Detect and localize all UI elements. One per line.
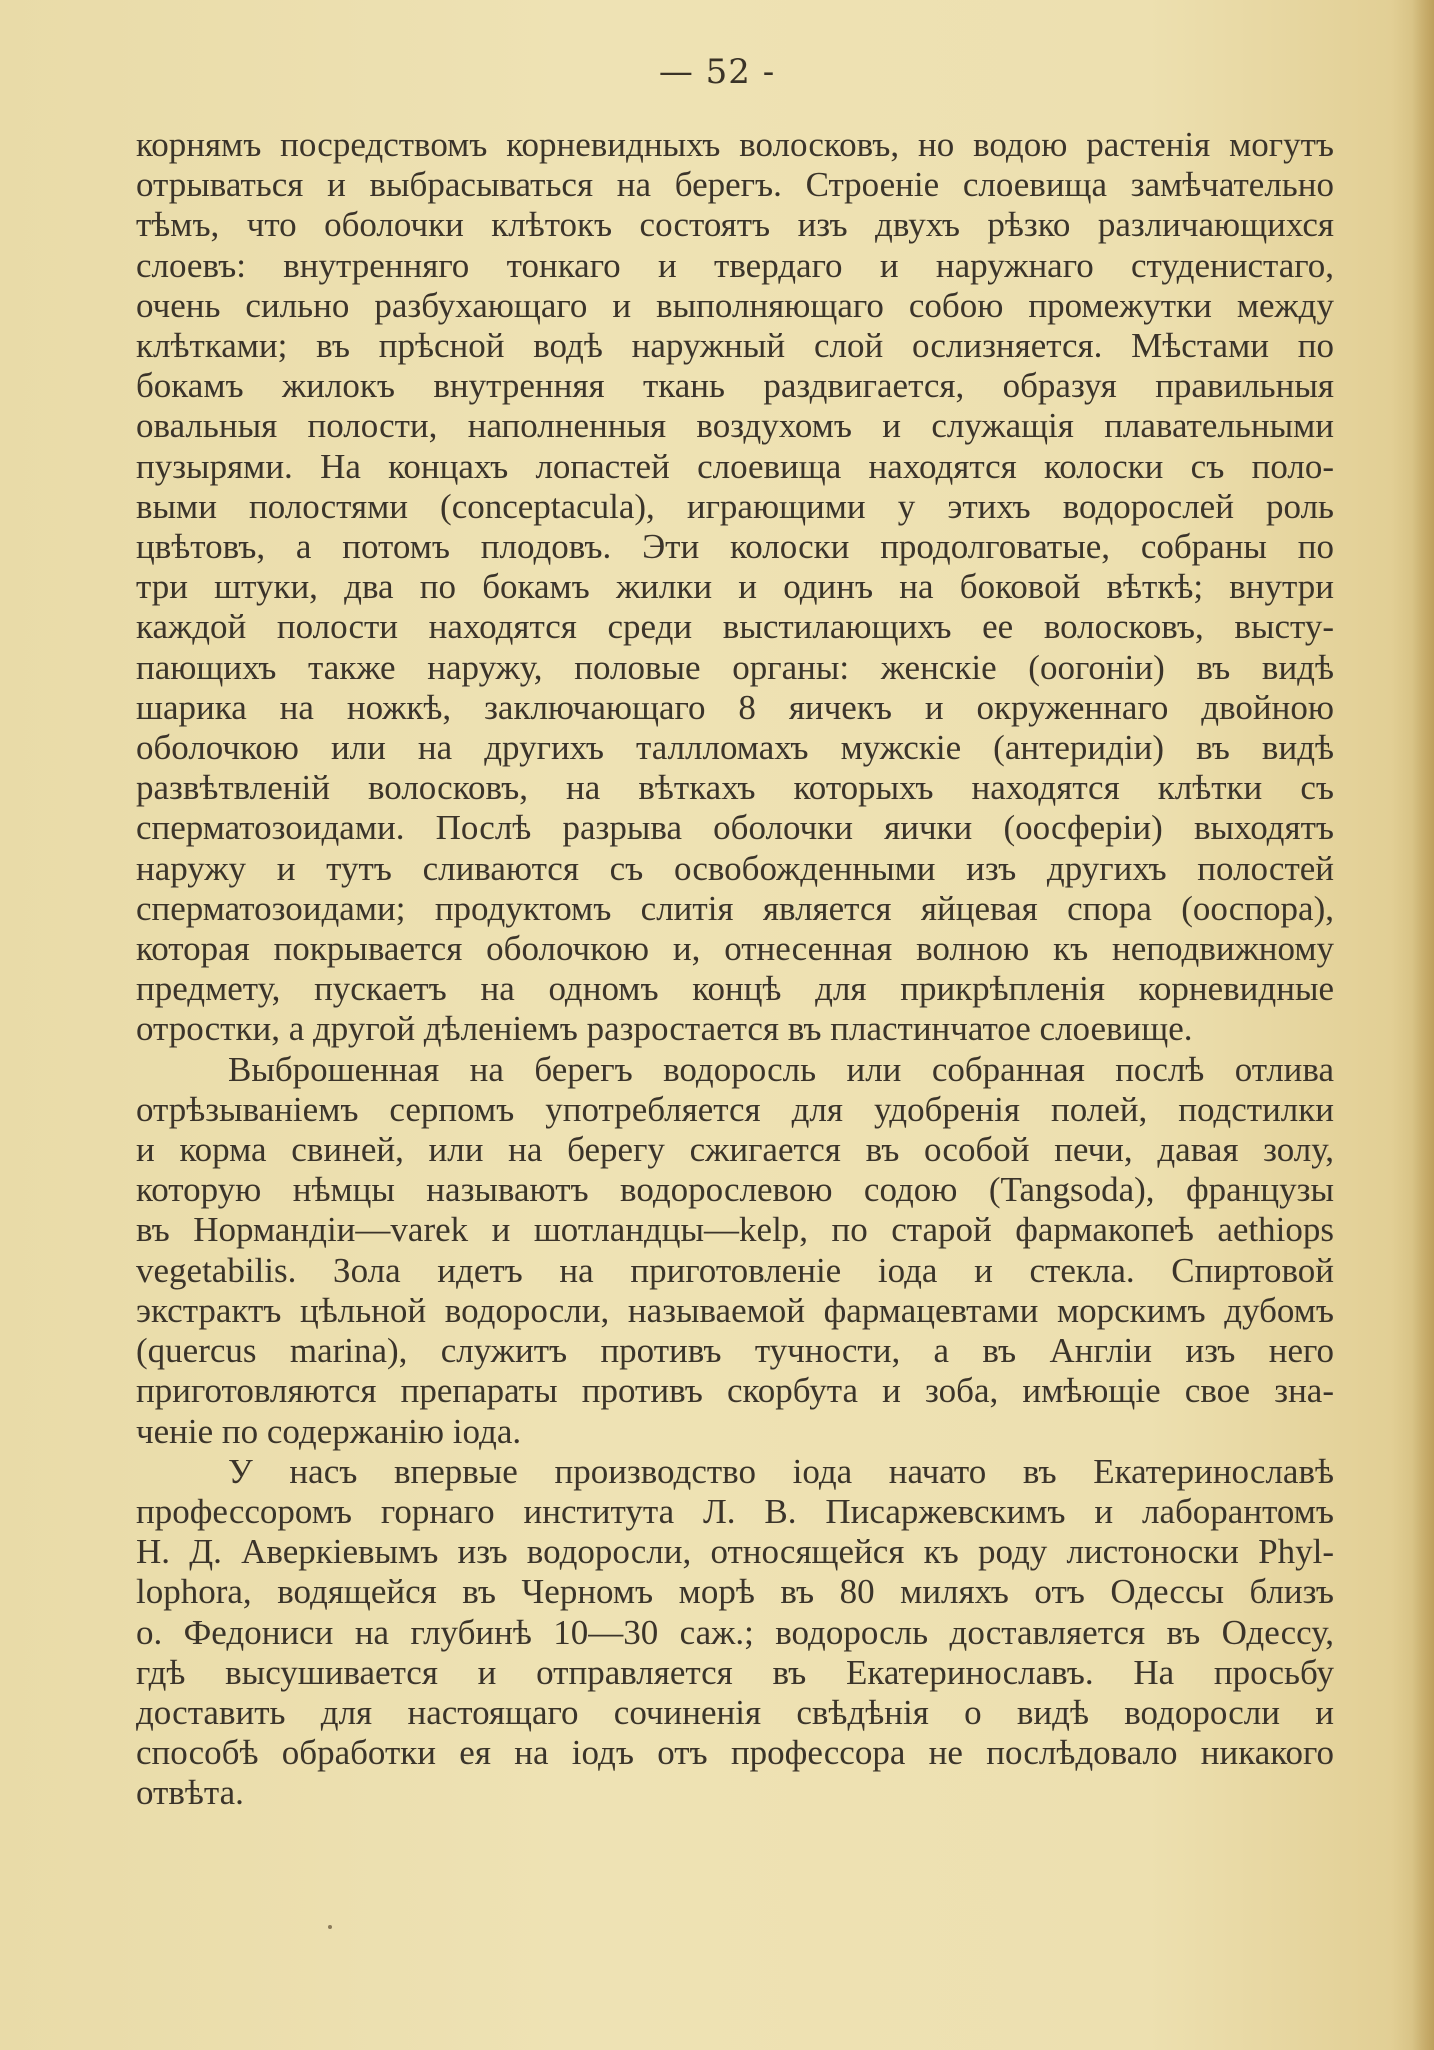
- text-line: наружу и тутъ сливаются съ освобожденными изъ другихъ полостей: [136, 848, 1334, 888]
- text-line: отростки, а другой дѣленіемъ разростается въ пластинчатое слоевище.: [136, 1009, 1193, 1049]
- text-line: Н. Д. Аверкіевымъ изъ водоросли, относящейся къ роду листоноски Phyl-: [136, 1532, 1334, 1572]
- text-line: тѣмъ, что оболочки клѣтокъ состоятъ изъ двухъ рѣзко различающихся: [136, 205, 1334, 245]
- text-line: три штуки, два по бокамъ жилки и одинъ на боковой вѣткѣ; внутри: [136, 567, 1334, 607]
- text-line: vegetabilis. Зола идетъ на приготовленіе іода и стекла. Спиртовой: [136, 1250, 1334, 1290]
- text-line: слоевъ: внутренняго тонкаго и твердаго и наружнаго студенистаго,: [136, 245, 1334, 285]
- text-line: У насъ впервые производство іода начато въ Екатеринославѣ: [228, 1451, 1334, 1491]
- text-line: которая покрывается оболочкою и, отнесенная волною къ неподвижному: [136, 929, 1334, 969]
- text-line: гдѣ высушивается и отправляется въ Екатеринославъ. На просьбу: [136, 1652, 1334, 1692]
- text-line: которую нѣмцы называютъ водорослевою содою (Tangsoda), французы: [136, 1170, 1334, 1210]
- text-line: экстрактъ цѣльной водоросли, называемой фармацевтами морскимъ дубомъ: [136, 1290, 1334, 1330]
- text-line: шарика на ножкѣ, заключающаго 8 яичекъ и окруженнаго двойною: [136, 687, 1334, 727]
- text-line: овальныя полости, наполненныя воздухомъ и служащія плавательными: [136, 406, 1334, 446]
- text-line: корнямъ посредствомъ корневидныхъ волосковъ, но водою растенія могутъ: [136, 125, 1334, 164]
- text-line: отвѣта.: [136, 1773, 244, 1813]
- text-line: способѣ обработки ея на іодъ отъ профессора не послѣдовало никакого: [136, 1733, 1334, 1773]
- paragraph-2: [136, 1050, 1334, 1452]
- text-line: и корма свиней, или на берегу сжигается въ особой печи, давая золу,: [136, 1130, 1334, 1170]
- paper-speck: [328, 1925, 332, 1929]
- text-line: очень сильно разбухающаго и выполняющаго собою промежутки между: [136, 285, 1334, 325]
- text-line: lophora, водящейся въ Черномъ морѣ въ 80 миляхъ отъ Одессы близъ: [136, 1572, 1334, 1612]
- text-line: каждой полости находятся среди выстилающихъ ее волосковъ, высту-: [136, 607, 1334, 647]
- text-line: оболочкою или на другихъ таллломахъ мужскіе (антеридіи) въ видѣ: [136, 728, 1334, 768]
- text-line: пающихъ также наружу, половые органы: женскіе (оогоніи) въ видѣ: [136, 647, 1334, 687]
- text-line: сперматозоидами; продуктомъ слитія является яйцевая спора (ооспора),: [136, 888, 1334, 928]
- text-line: въ Нормандіи—varek и шотландцы—kelp, по старой фармакопеѣ aethiops: [136, 1210, 1334, 1250]
- text-line: цвѣтовъ, а потомъ плодовъ. Эти колоски продолговатые, собраны по: [136, 527, 1334, 567]
- text-line: отрѣзываніемъ серпомъ употребляется для удобренія полей, подстилки: [136, 1089, 1334, 1129]
- text-line: выми полостями (conceptacula), играющими у этихъ водорослей роль: [136, 486, 1334, 526]
- text-line: доставить для настоящаго сочиненія свѣдѣнія о видѣ водоросли и: [136, 1692, 1334, 1732]
- text-line: о. Федониси на глубинѣ 10—30 саж.; водоросль доставляется въ Одессу,: [136, 1612, 1334, 1652]
- text-line: ченіе по содержанію іода.: [136, 1411, 522, 1451]
- text-line: развѣтвленій волосковъ, на вѣткахъ которыхъ находятся клѣтки съ: [136, 768, 1334, 808]
- body-text: [136, 125, 1334, 1814]
- text-line: бокамъ жилокъ внутренняя ткань раздвигается, образуя правильныя: [136, 366, 1334, 406]
- paragraph-1: [136, 125, 1334, 1050]
- text-line: пузырями. На концахъ лопастей слоевища находятся колоски съ поло-: [136, 446, 1334, 486]
- paragraph-3: [136, 1452, 1334, 1814]
- text-line: приготовляются препараты противъ скорбута и зоба, имѣющіе свое зна-: [136, 1371, 1334, 1411]
- page-number: — 52 -: [658, 52, 776, 92]
- text-line: предмету, пускаетъ на одномъ концѣ для прикрѣпленія корневидные: [136, 969, 1334, 1009]
- text-line: профессоромъ горнаго института Л. В. Писаржевскимъ и лаборантомъ: [136, 1491, 1334, 1531]
- text-line: сперматозоидами. Послѣ разрыва оболочки яички (оосферіи) выходятъ: [136, 808, 1334, 848]
- text-line: отрываться и выбрасываться на берегъ. Строеніе слоевища замѣчательно: [136, 165, 1334, 205]
- text-line: клѣтками; въ прѣсной водѣ наружный слой ослизняется. Мѣстами по: [136, 326, 1334, 366]
- text-line: (quercus marina), служитъ противъ тучности, а въ Англіи изъ него: [136, 1331, 1334, 1371]
- page-edge-shadow: [1412, 0, 1434, 2050]
- text-line: Выброшенная на берегъ водоросль или собранная послѣ отлива: [228, 1049, 1334, 1089]
